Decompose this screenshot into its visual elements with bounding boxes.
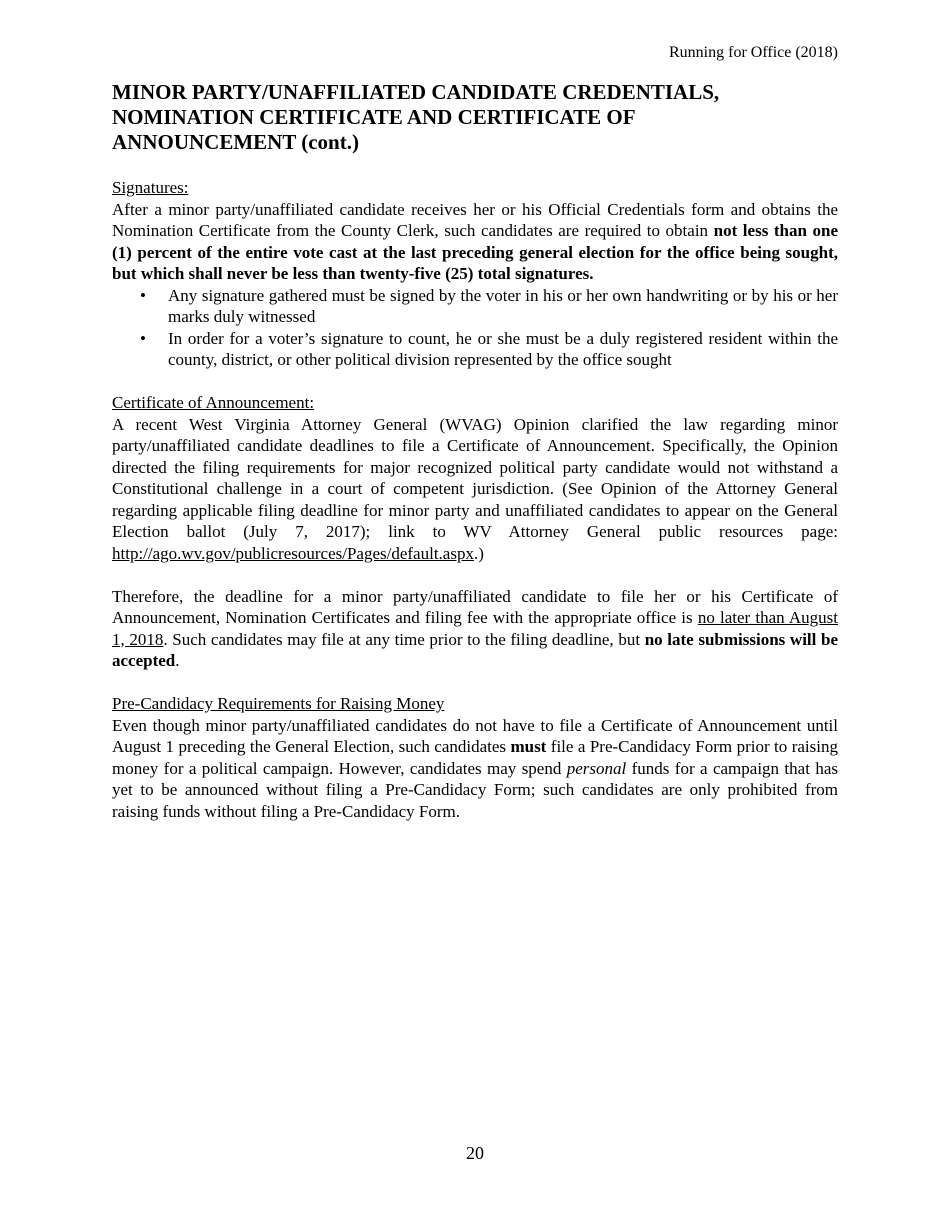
spacer (112, 564, 838, 586)
announcement-text: A recent West Virginia Attorney General (WVAG) Opinion clarified the law regarding minor party/unaffiliated candidate deadlines to file a Certificate of Announcement. Specifically, the Opinion directed the filing requirements for major recognized political party candidate would not withstand a Constitutional challenge in a court of competent jurisdiction. (See Opinion of the Attorney General regarding applicable filing deadline for minor party and unaffiliated candidates to appear on the General Election ballot (July 7, 2017); link to WV Attorney General public resources page: (112, 414, 838, 541)
list-item-text: Any signature gathered must be signed by the voter in his or her own handwriting or by his or her marks duly witnessed (168, 285, 838, 326)
list-item (112, 328, 838, 371)
signatures-paragraph (112, 199, 838, 285)
signatures-bullet-list (112, 285, 838, 371)
precandidacy-text-mid: file a Pre-Candidacy Form prior to raising money for a political campaign. However, candidates may spend (112, 737, 838, 778)
no-late-submissions-bold: no late submissions will be accepted (112, 629, 839, 670)
running-header: Running for Office (2018) (669, 44, 838, 61)
spacer (112, 672, 838, 694)
document-body (112, 177, 838, 822)
bullet-icon: • (140, 328, 146, 348)
deadline-text-mid: Nomination Certificates and filing fee with the appropriate office is (220, 608, 698, 627)
deadline-text-mid2: . Such candidates may file at any time prior to the filing deadline, but (163, 629, 645, 649)
precandidacy-section (112, 693, 838, 822)
spacer (112, 371, 838, 393)
page-title (112, 80, 838, 155)
deadline-text-end: . (175, 651, 180, 670)
ag-resources-link[interactable]: http://ago.wv.gov/publicresources/Pages/default.aspx (112, 543, 474, 563)
announcement-heading: Certificate of Announcement: (112, 393, 315, 412)
announcement-text-end: .) (473, 543, 484, 563)
signatures-section (112, 177, 838, 371)
precandidacy-text-end: funds for a campaign that has yet to be announced without filing a Pre-Candidacy Form; such candidates are only prohibited from raising funds without filing a Pre-Candidacy Form. (112, 758, 838, 821)
bullet-icon: • (140, 285, 146, 305)
deadline-text: Therefore, the deadline for a minor party/unaffiliated candidate to file her or his Certificate of Announcement (112, 586, 838, 627)
precandidacy-heading: Pre-Candidacy Requirements for Raising Money (112, 694, 445, 713)
page-number: 20 (466, 1143, 484, 1163)
announcement-paragraph-2 (112, 586, 838, 672)
signatures-heading: Signatures: (112, 178, 189, 197)
personal-italic: personal (566, 758, 627, 778)
announcement-paragraph-1 (112, 414, 838, 565)
precandidacy-paragraph (112, 715, 838, 823)
must-bold: must (510, 737, 547, 756)
list-item-text: In order for a voter’s signature to count, he or she must be a duly registered resident within the county, district, or other political division represented by the office sought (168, 328, 838, 369)
signatures-text: After a minor party/unaffiliated candidate receives her or his Official Credentials form and obtains the Nomination Certificate from the County Clerk, such candidates are required to obtain (112, 199, 838, 240)
deadline-comma: , (215, 608, 221, 627)
title-line-1: MINOR PARTY/UNAFFILIATED CANDIDATE CREDENTIALS, (112, 80, 720, 104)
list-item (112, 285, 838, 328)
deadline-date: no later than August 1, 2018 (112, 608, 838, 649)
signatures-requirement-bold: not less than one (1) percent of the entire vote cast at the last preceding general election for the office being sought, but which shall never be less than twenty-five (25) total signatures. (112, 221, 839, 283)
precandidacy-text: Even though minor party/unaffiliated candidates do not have to file a Certificate of Announcement until August 1 preceding the General Election, such candidates (112, 715, 838, 756)
title-line-2: NOMINATION CERTIFICATE AND CERTIFICATE OF (112, 105, 636, 129)
announcement-section (112, 392, 838, 672)
title-line-3: ANNOUNCEMENT (cont.) (112, 130, 359, 154)
